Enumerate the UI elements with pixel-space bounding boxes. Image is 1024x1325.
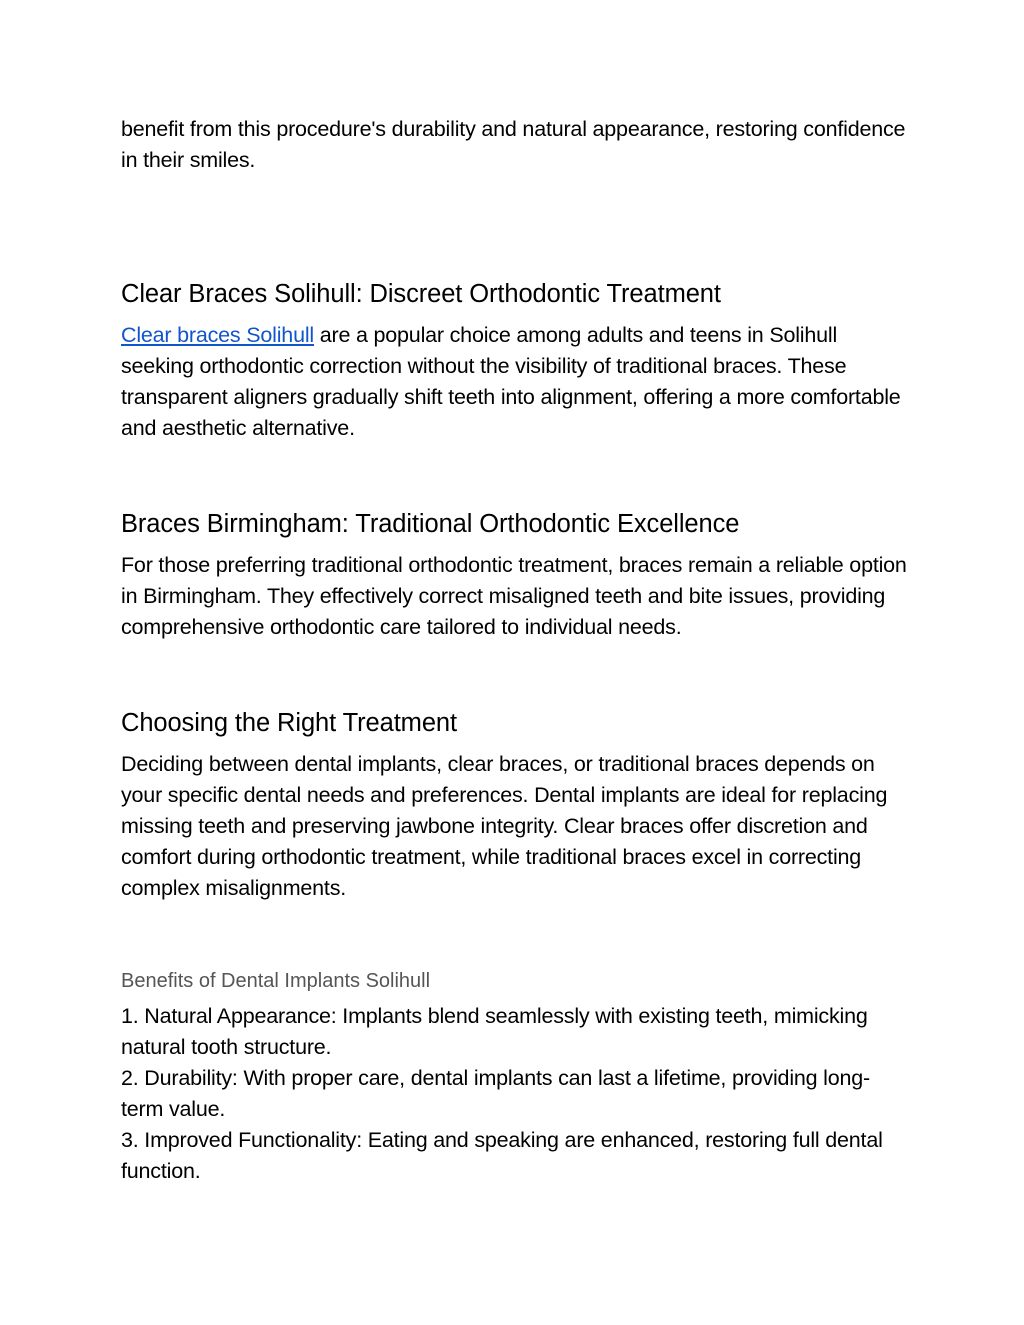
intro-paragraph: benefit from this procedure's durability and natural appearance, restoring confidence in their smiles. xyxy=(121,117,906,172)
list-item: 1. Natural Appearance: Implants blend seamlessly with existing teeth, mimicking natural tooth structure. xyxy=(121,1004,868,1059)
section-body-text: are a popular choice among adults and teens in Solihull seeking orthodontic correction without the visibility of traditional braces. These transparent aligners gradually shift teeth into alignment, offering a more comfortable and aesthetic alternative. xyxy=(121,323,901,440)
document-page xyxy=(121,114,911,1187)
clear-braces-solihull-link[interactable]: Clear braces Solihull xyxy=(121,323,314,347)
section-body-braces-birmingham: For those preferring traditional orthodontic treatment, braces remain a reliable option in Birmingham. They effectively correct misaligned teeth and bite issues, providing comprehensive orthodontic care tailored to individual needs. xyxy=(121,553,907,639)
list-item: 3. Improved Functionality: Eating and speaking are enhanced, restoring full dental function. xyxy=(121,1128,883,1183)
section-heading-braces-birmingham: Braces Birmingham: Traditional Orthodontic Excellence xyxy=(121,510,740,538)
list-item: 2. Durability: With proper care, dental implants can last a lifetime, providing long-term value. xyxy=(121,1066,870,1121)
section-body-clear-braces xyxy=(121,320,911,444)
benefits-subheading: Benefits of Dental Implants Solihull xyxy=(121,970,431,992)
section-body-choosing-treatment: Deciding between dental implants, clear braces, or traditional braces depends on your specific dental needs and preferences. Dental implants are ideal for replacing missing teeth and preserving jawbone integrity. Clear braces offer discretion and comfort during orthodontic treatment, while traditional braces excel in correcting complex misalignments. xyxy=(121,752,888,900)
section-heading-clear-braces: Clear Braces Solihull: Discreet Orthodontic Treatment xyxy=(121,280,721,308)
benefits-list xyxy=(121,1001,911,1187)
section-heading-choosing-treatment: Choosing the Right Treatment xyxy=(121,709,457,737)
